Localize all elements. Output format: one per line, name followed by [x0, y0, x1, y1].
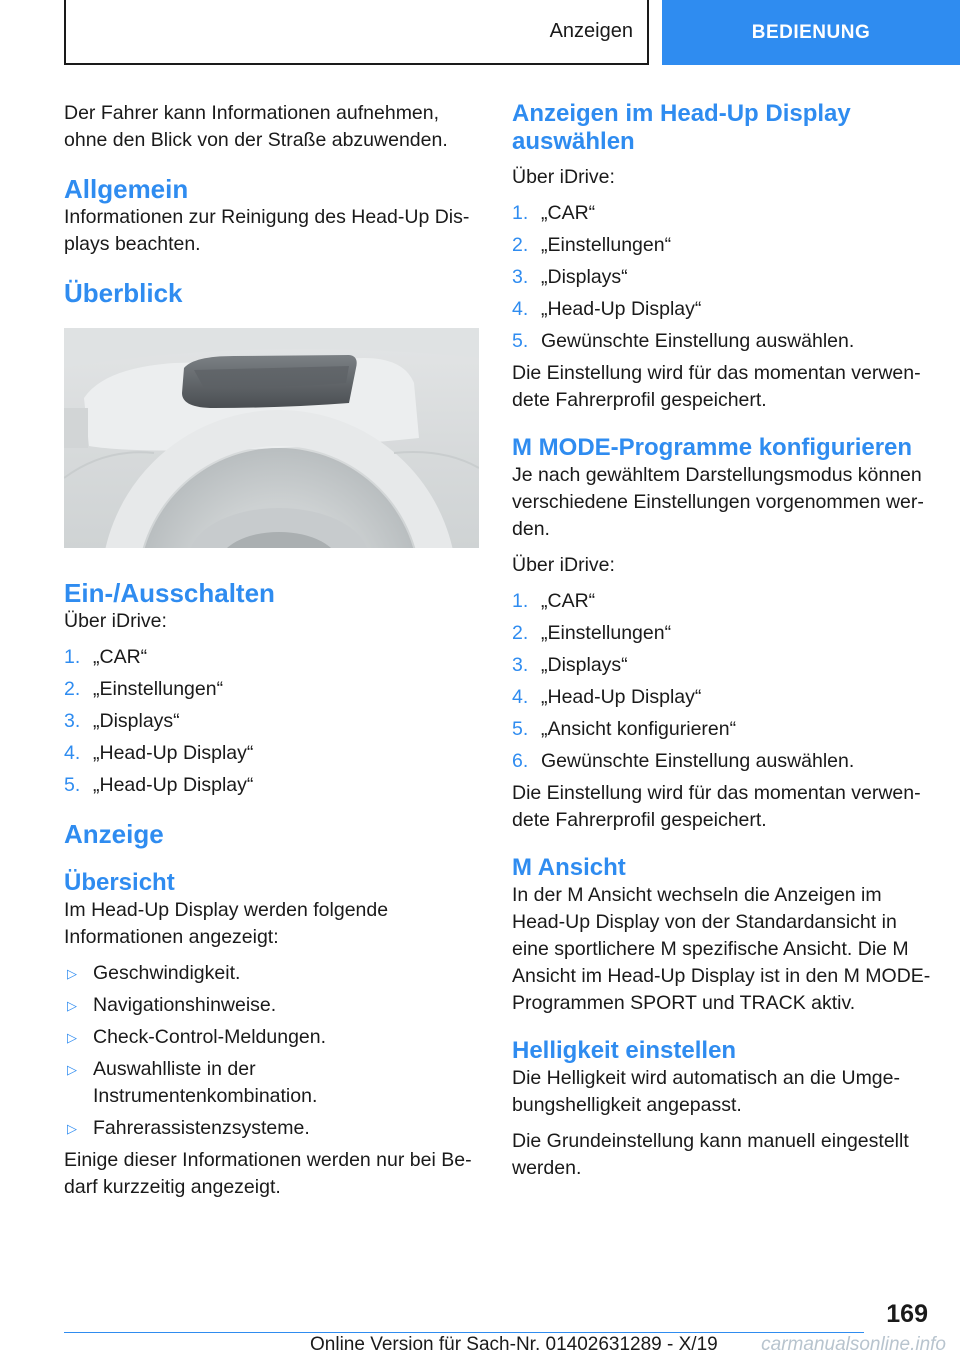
list-item: 1. „CAR“ — [512, 202, 596, 224]
header-chapter-label: BEDIENUNG — [751, 21, 871, 43]
triangle-bullet-icon: ▷ — [67, 1030, 77, 1045]
auswahl-note: Die Einstellung wird für das momentan verwendete Fahrerprofil gespeichert. — [512, 362, 921, 411]
list-item: ▷ Check-Control-Meldungen. — [64, 1024, 479, 1051]
footer-online-version: Online Version für Sach-Nr. 01402631289 - X/19 — [310, 1334, 718, 1355]
heading-uebersicht: Übersicht — [64, 869, 175, 896]
head-up-display-photo — [64, 328, 479, 548]
hud-illustration — [64, 328, 479, 548]
list-item: 4. „Head-Up Display“ — [512, 686, 702, 708]
ein-intro: Über iDrive: — [64, 610, 167, 632]
header-section-title: Anzeigen — [549, 20, 633, 42]
uebersicht-paragraph: Im Head-Up Display werden folgende Informationen angezeigt: — [64, 899, 389, 948]
mmode-paragraph: Je nach gewähltem Darstellungsmodus können verschiedene Einstellungen vorgenommen werden. — [512, 464, 924, 540]
closing-paragraph: Einige dieser Informationen werden nur bei Bedarf kurzzeitig angezeigt. — [64, 1149, 472, 1198]
list-item: 4. „Head-Up Display“ — [512, 298, 702, 320]
heading-m-mode-programme: M MODE-Programme konfigurieren — [512, 434, 913, 461]
list-item: 3. „Displays“ — [64, 710, 180, 732]
list-item: ▷ Navigationshinweise. — [64, 992, 479, 1019]
right-column — [512, 100, 932, 1191]
allgemein-paragraph: Informationen zur Reinigung des Head-Up Displays beachten. — [64, 206, 470, 255]
triangle-bullet-icon: ▷ — [67, 966, 77, 981]
mmode-note: Die Einstellung wird für das momentan verwendete Fahrerprofil gespeichert. — [512, 782, 921, 831]
list-item: ▷ Fahrerassistenzsysteme. — [64, 1115, 479, 1142]
list-item: 1. „CAR“ — [512, 590, 596, 612]
heading-anzeigen-auswaehlen: Anzeigen im Head-Up Display auswählen — [512, 100, 851, 155]
heading-ein-ausschalten: Ein-/Ausschalten — [64, 578, 275, 608]
info-bullet-list — [64, 960, 479, 1142]
heading-anzeige: Anzeige — [64, 819, 164, 849]
ein-steps-list — [64, 644, 479, 799]
mmode-intro: Über iDrive: — [512, 554, 615, 576]
list-item: ▷ Geschwindigkeit. — [64, 960, 479, 987]
list-item: 4. „Head-Up Display“ — [64, 742, 254, 764]
list-item: 6. Gewünschte Einstellung auswählen. — [512, 750, 855, 772]
footer-divider — [64, 1332, 864, 1333]
auswahl-steps-list — [512, 200, 932, 355]
mansicht-paragraph: In der M Ansicht wechseln die Anzeigen im Head-Up Display von der Standardansicht in eine sportlichere M spezifische Ansicht. Die M Ansicht im Head-Up Display ist in den M MODE-Programmen SPORT und TRACK aktiv. — [512, 884, 931, 1014]
heading-allgemein: Allgemein — [64, 174, 189, 204]
intro-paragraph: Der Fahrer kann Informationen aufnehmen, ohne den Blick von der Straße abzuwenden. — [64, 102, 448, 151]
helligkeit-paragraph-1: Die Helligkeit wird automatisch an die Umgebungshelligkeit angepasst. — [512, 1067, 900, 1116]
list-item: 5. „Head-Up Display“ — [64, 774, 254, 796]
list-item: 3. „Displays“ — [512, 654, 628, 676]
heading-ueberblick: Überblick — [64, 278, 183, 308]
list-item: 2. „Einstellungen“ — [64, 678, 224, 700]
page-number: 169 — [886, 1300, 928, 1328]
list-item: 1. „CAR“ — [64, 646, 148, 668]
heading-helligkeit: Helligkeit einstellen — [512, 1037, 737, 1064]
list-item: 2. „Einstellungen“ — [512, 622, 672, 644]
list-item: ▷ Auswahlliste in der Instrumentenkombination. — [64, 1056, 479, 1110]
triangle-bullet-icon: ▷ — [67, 1062, 77, 1077]
left-column — [64, 100, 479, 1210]
list-item: 3. „Displays“ — [512, 266, 628, 288]
watermark: carmanualsonline.info — [761, 1334, 946, 1355]
triangle-bullet-icon: ▷ — [67, 1121, 77, 1136]
mmode-steps-list — [512, 588, 932, 775]
heading-m-ansicht: M Ansicht — [512, 854, 626, 881]
helligkeit-paragraph-2: Die Grundeinstellung kann manuell eingestellt werden. — [512, 1130, 909, 1179]
header-chapter-tab[interactable] — [662, 0, 960, 65]
list-item: 5. Gewünschte Einstellung auswählen. — [512, 330, 855, 352]
list-item: 5. „Ansicht konfigurieren“ — [512, 718, 737, 740]
auswahl-intro: Über iDrive: — [512, 166, 615, 188]
header-section-box — [64, 0, 649, 65]
list-item: 2. „Einstellungen“ — [512, 234, 672, 256]
triangle-bullet-icon: ▷ — [67, 998, 77, 1013]
